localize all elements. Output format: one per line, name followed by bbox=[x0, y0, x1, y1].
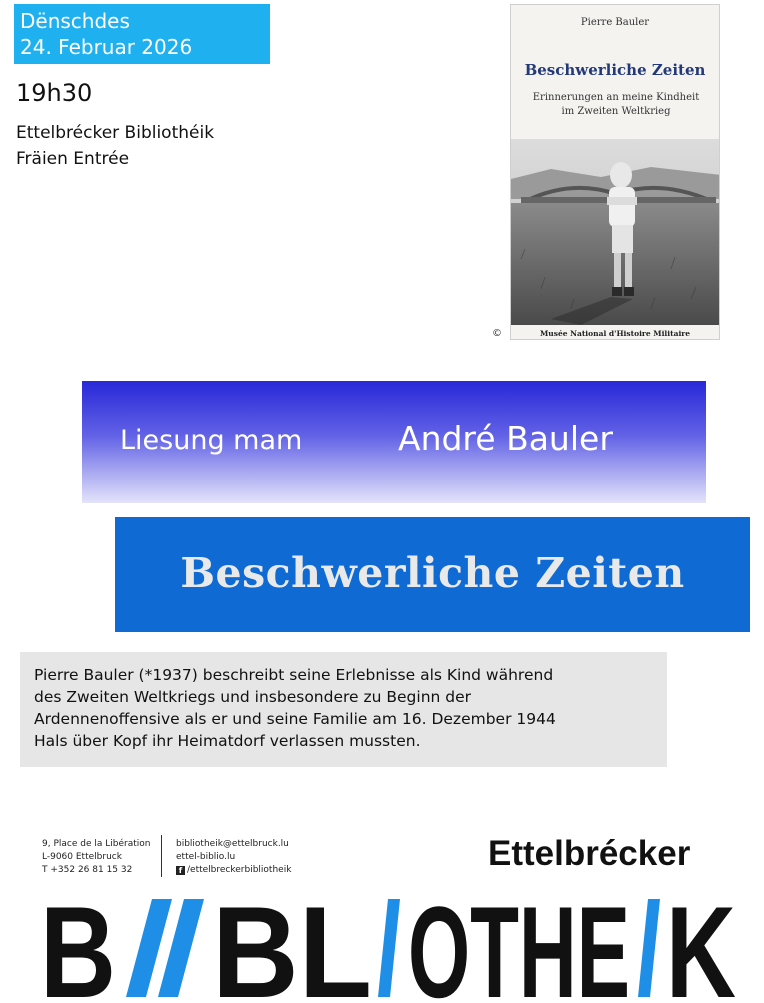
contact-divider bbox=[161, 835, 162, 877]
bibliotheik-logo bbox=[40, 893, 740, 1001]
cover-subtitle: Erinnerungen an meine Kindheit im Zweiten Weltkrieg bbox=[532, 92, 700, 117]
cover-photo bbox=[511, 139, 720, 325]
description-line: Pierre Bauler (*1937) beschreibt seine Erlebnisse als Kind während bbox=[34, 666, 554, 684]
title-banner bbox=[115, 517, 750, 632]
svg-text:K: K bbox=[666, 893, 736, 1001]
cover-publisher: Musée National d'Histoire Militaire bbox=[539, 329, 691, 338]
address-line: L-9060 Ettelbruck bbox=[42, 852, 122, 862]
copyright-mark: © bbox=[492, 328, 502, 339]
event-date-box bbox=[14, 4, 270, 64]
reading-banner bbox=[82, 381, 706, 503]
facebook-icon: f bbox=[176, 866, 185, 875]
description-box bbox=[20, 652, 667, 767]
reading-label: Liesung mam bbox=[120, 425, 303, 456]
svg-text:BL: BL bbox=[212, 893, 372, 1001]
logo-top-text: Ettelbrécker bbox=[488, 834, 691, 873]
website-link[interactable]: ettel-biblio.lu bbox=[176, 852, 236, 862]
book-cover-image bbox=[510, 4, 720, 340]
event-venue-block bbox=[16, 120, 214, 172]
logo-book-spine bbox=[378, 899, 400, 997]
reader-name: André Bauler bbox=[398, 419, 613, 458]
event-entry: Fräien Entrée bbox=[16, 149, 130, 169]
cover-author: Pierre Bauler bbox=[580, 17, 650, 28]
svg-text:B: B bbox=[40, 893, 116, 1001]
email-link[interactable]: bibliotheik@ettelbruck.lu bbox=[176, 839, 289, 849]
contact-address bbox=[42, 838, 150, 877]
event-venue: Ettelbrécker Bibliothéik bbox=[16, 123, 215, 143]
facebook-link[interactable] bbox=[176, 864, 291, 877]
event-day: Dënschdes bbox=[20, 9, 130, 33]
facebook-handle: /ettelbreckerbibliotheik bbox=[187, 865, 292, 875]
cover-title: Beschwerliche Zeiten bbox=[524, 61, 706, 79]
logo-book-spine bbox=[638, 899, 660, 997]
event-time: 19h30 bbox=[16, 79, 93, 107]
event-date: 24. Februar 2026 bbox=[20, 35, 193, 59]
book-title-headline: Beschwerliche Zeiten bbox=[180, 549, 685, 597]
contact-online bbox=[176, 838, 291, 877]
description-line: des Zweiten Weltkriegs und insbesondere zu Beginn der bbox=[34, 688, 472, 706]
phone-line: T +352 26 81 15 32 bbox=[42, 865, 133, 875]
svg-text:OTHE: OTHE bbox=[408, 893, 630, 1001]
address-line: 9, Place de la Libération bbox=[42, 839, 151, 849]
description-line: Hals über Kopf ihr Heimatdorf verlassen mussten. bbox=[34, 732, 421, 750]
description-line: Ardennenoffensive als er und seine Familie am 16. Dezember 1944 bbox=[34, 710, 556, 728]
